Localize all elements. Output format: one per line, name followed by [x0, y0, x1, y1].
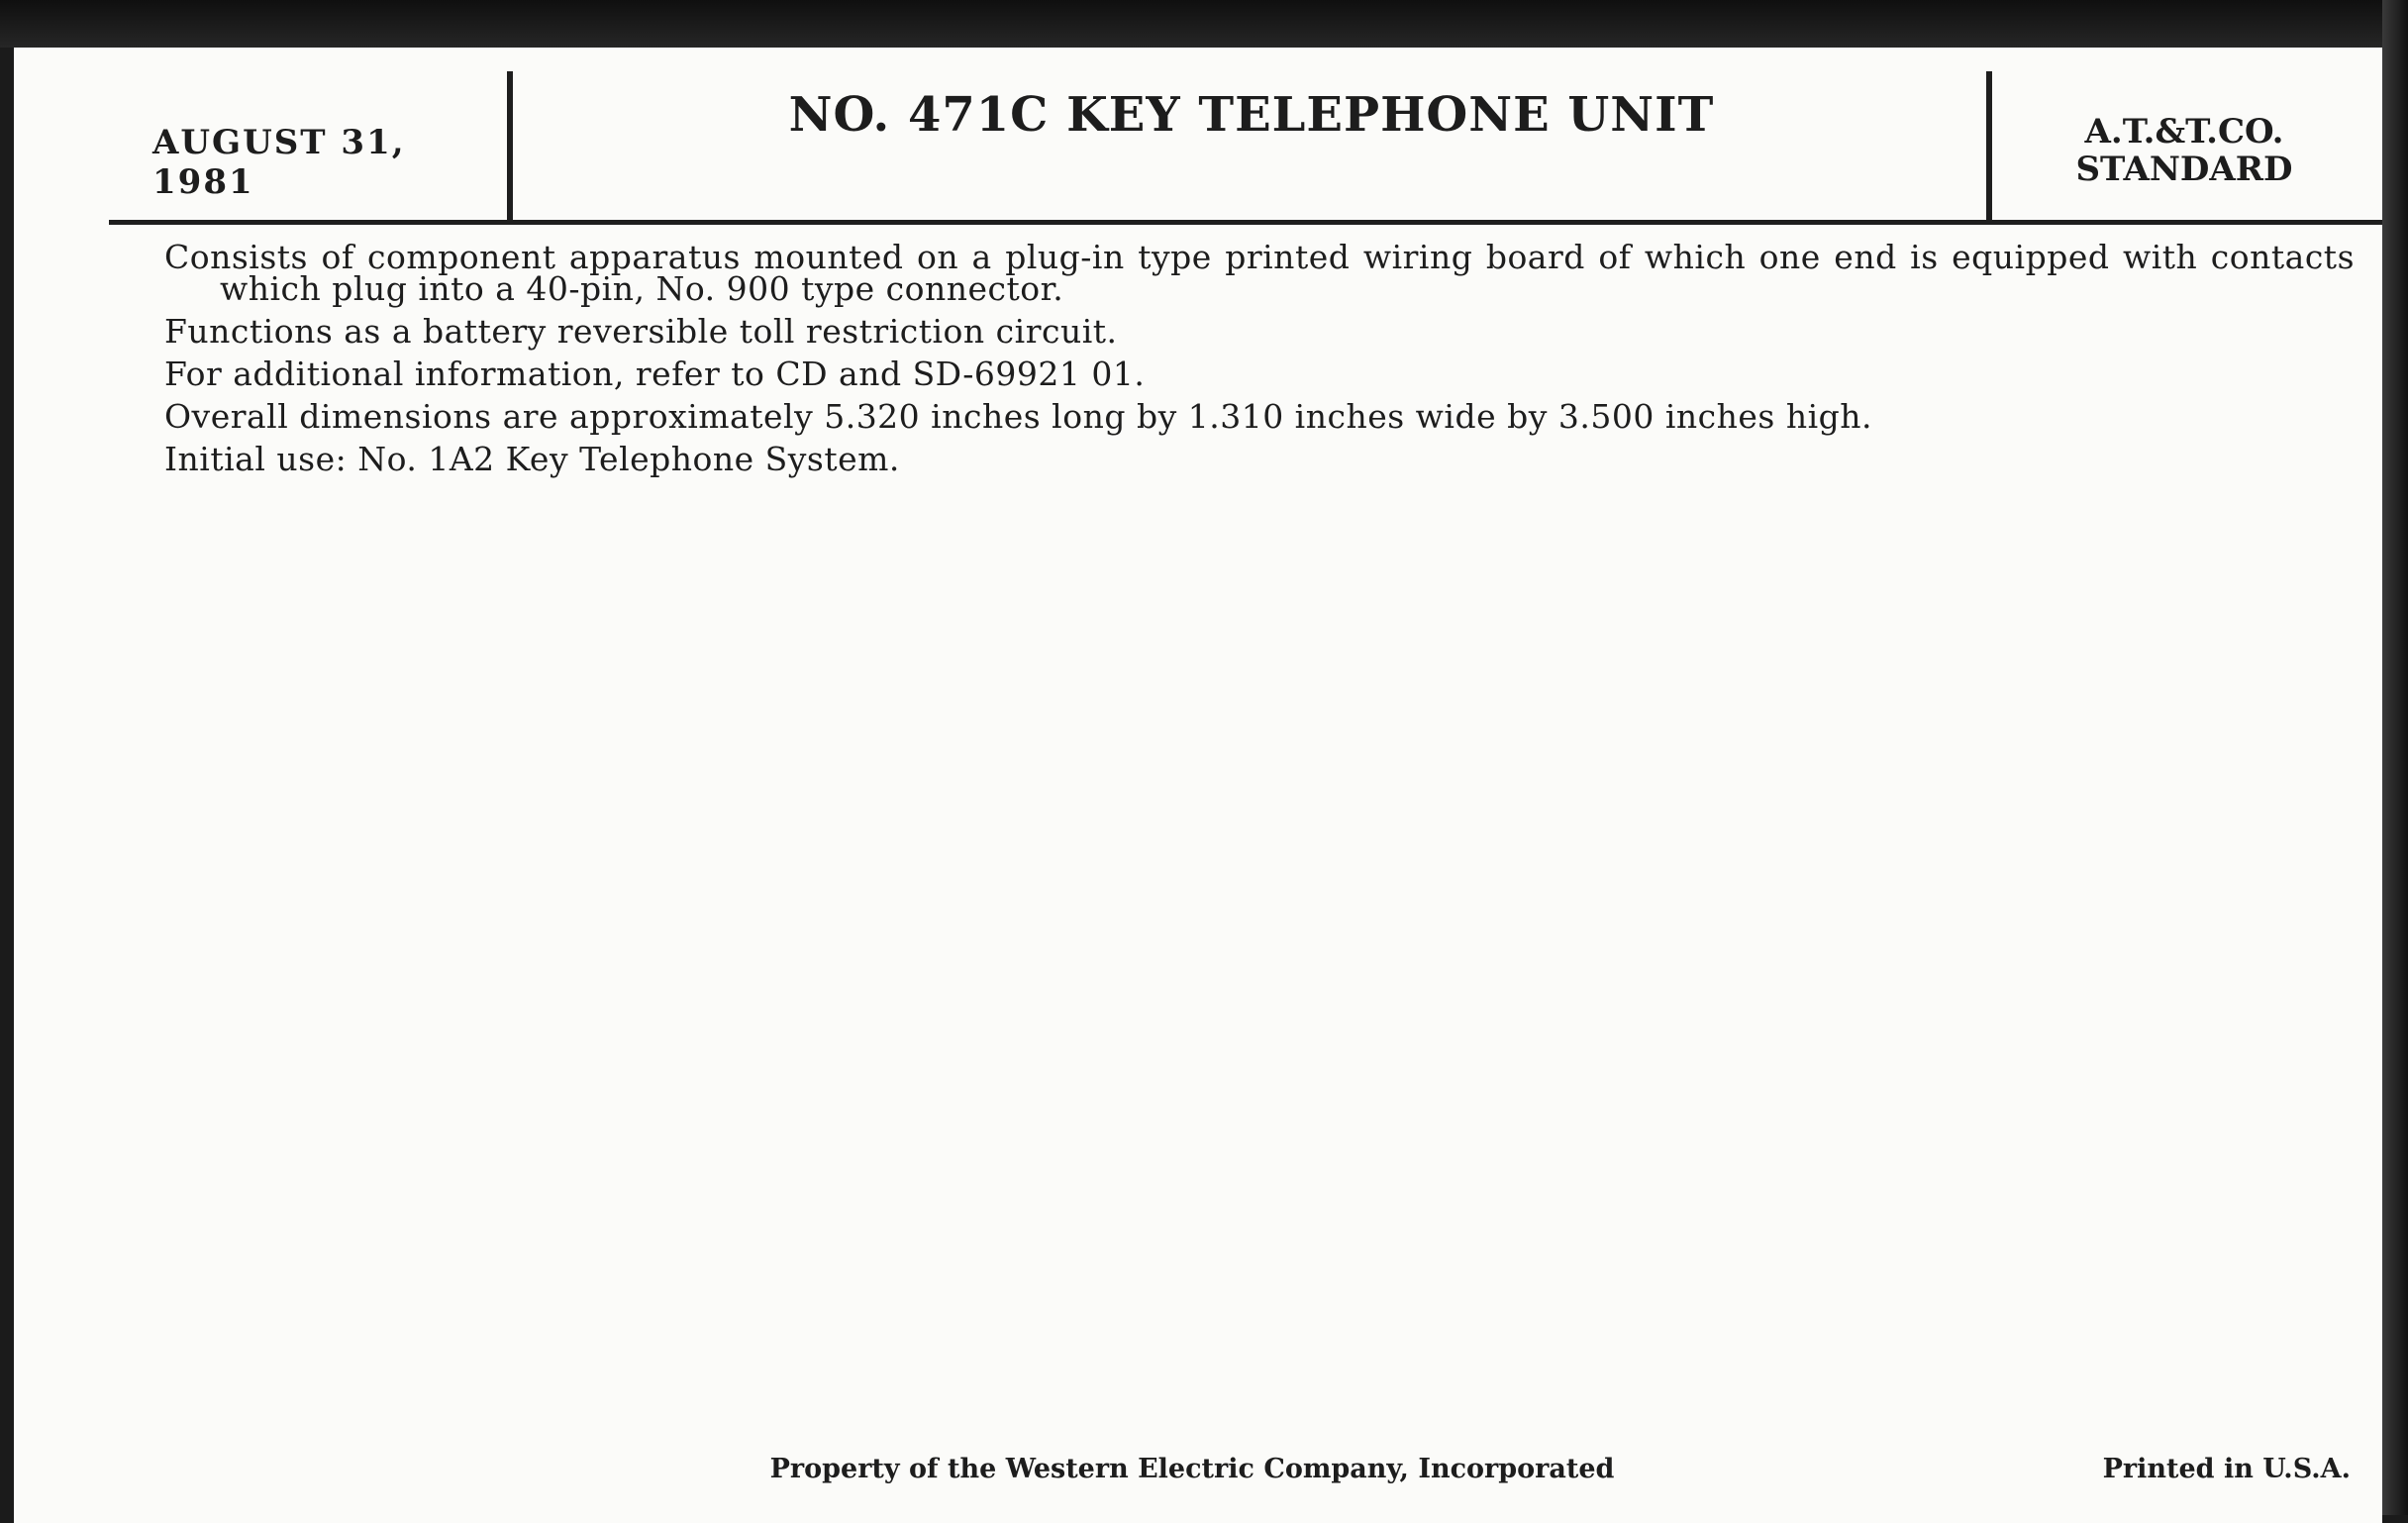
paragraph-reference: For additional information, refer to CD and SD-69921 01. [164, 355, 1146, 393]
header-divider-left [507, 71, 513, 220]
standard-mark-line2: STANDARD [2075, 150, 2293, 189]
description-body [164, 238, 2355, 486]
scan-background-right [2382, 0, 2408, 1515]
paragraph-dimensions: Overall dimensions are approximately 5.320 inches long by 1.310 inches wide by 3.500 inches high. [164, 397, 1873, 436]
footer-property-notice: Property of the Western Electric Company, Incorporated [769, 1454, 1615, 1484]
page-title: NO. 471C KEY TELEPHONE UNIT [788, 87, 1715, 143]
standard-mark-line1: A.T.&T.CO. [2084, 112, 2284, 152]
footer-printed-in: Printed in U.S.A. [2102, 1454, 2351, 1484]
paragraph-function: Functions as a battery reversible toll restriction circuit. [164, 312, 1118, 351]
scan-background-top [0, 0, 2408, 48]
header-divider-right [1986, 71, 1992, 220]
standard-mark [2026, 113, 2343, 188]
document-date: AUGUST 31, 1981 [152, 123, 406, 202]
paragraph-initial-use: Initial use: No. 1A2 Key Telephone System. [164, 440, 900, 478]
header-rule [109, 220, 2382, 225]
paragraph-construction: Consists of component apparatus mounted on a plug-in type printed wiring board of which one end is equipped with contacts which plug into a 40-pin, No. 900 type connector. [164, 238, 2355, 308]
document-card [14, 48, 2382, 1523]
